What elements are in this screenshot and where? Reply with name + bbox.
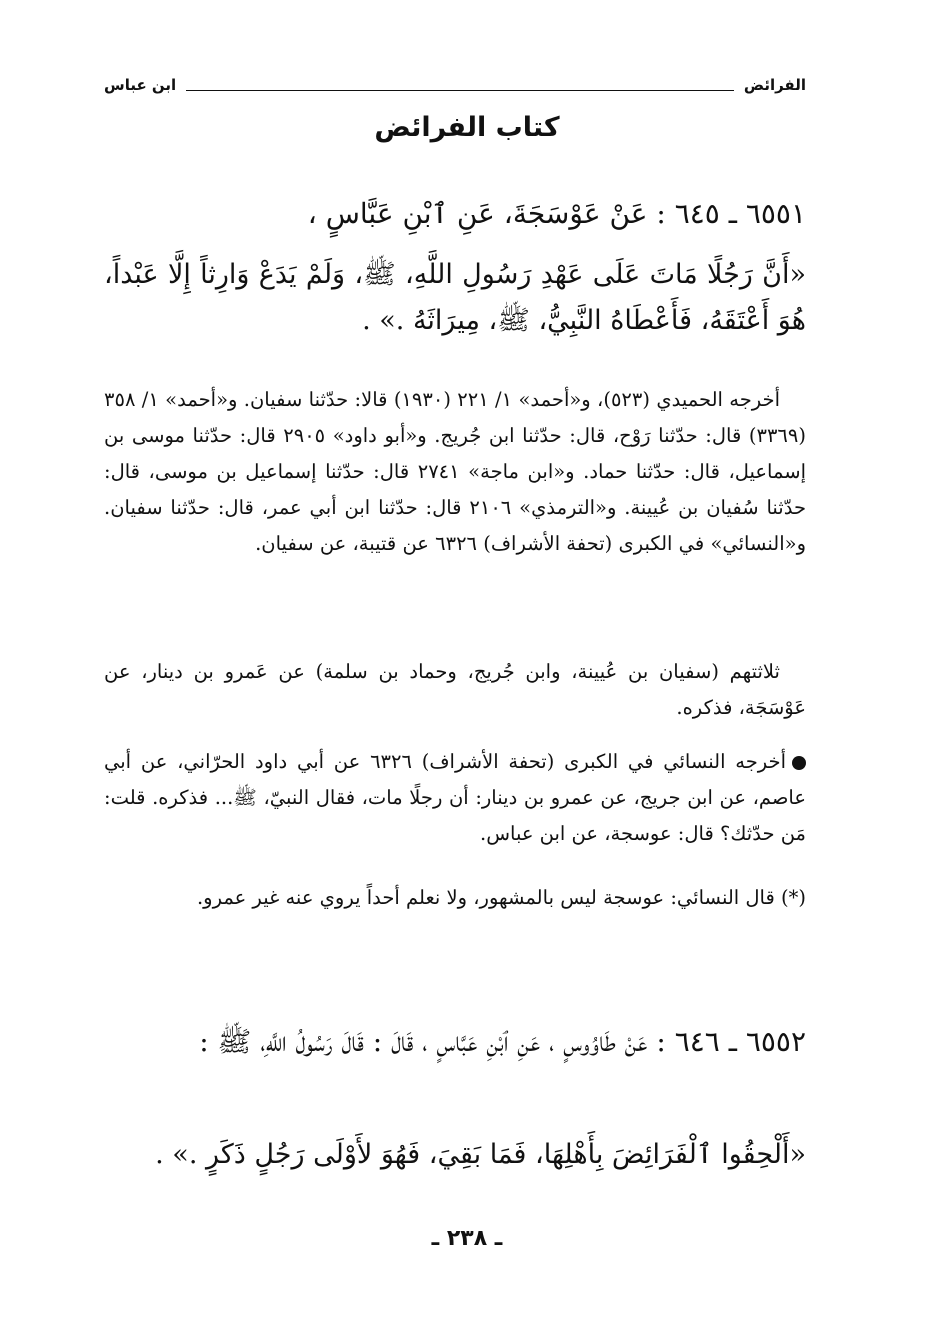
hadith-1-takhrij: أخرجه الحميدي (٥٢٣)، و«أحمد» ١/ ٢٢١ (١٩٣٠) قالا: حدّثنا سفيان. و«أحمد» ١/ ٣٥٨ (٣٣٦٩) قال: حدّثنا رَوْح، قال: حدّثنا ابن جُريج. و«أبو داود» ٢٩٠٥ قال: حدّثنا موسى بن إسماعيل، قال: حدّثنا حماد. و«ابن ماجة» ٢٧٤١ قال: حدّثنا إسماعيل بن موسى، قال: حدّثنا سُفيان بن عُيينة. و«الترمذي» ٢١٠٦ قال: حدّثنا ابن أبي عمر، قال: حدّثنا سفيان. و«النسائي» في الكبرى (تحفة الأشراف) ٦٣٢٦ عن قتيبة، عن سفيان. [104,388,806,555]
hadith-2-text: «أَلْحِقُوا ٱلْفَرَائِضَ بِأَهْلِهَا، فَمَا بَقِيَ، فَهُوَ لأَوْلَى رَجُلٍ ذَكَرٍ .» . [155,1139,806,1170]
bullet-note-text: أخرجه النسائي في الكبرى (تحفة الأشراف) ٦٣٢٦ عن أبي داود الحرّاني، عن أبي عاصم، عن ابن جريج، عن عمرو بن دينار: أن رجلًا مات، فقال النبيّ، ﷺ... فذكره. قلت: مَن حدّثك؟ قال: عوسجة، عن ابن عباس. [104,750,806,845]
hadith-2-heading: ٦٥٥٢ ـ ٦٤٦ : عَنْ طَاوُوسٍ ، عَنِ ٱبْنِ عَبَّاسٍ ، قَالَ : قَالَ رَسُولُ اللَّهِ، ﷺ : [199,1025,806,1058]
chapter-title: كتاب الفرائض [374,112,560,143]
page-number: ـ ٢٣٨ ـ [431,1226,503,1251]
bullet-icon [792,756,806,770]
hadith-1-nasai-comment: (*) قال النسائي: عوسجة ليس بالمشهور، ولا نعلم أحداً يروي عنه غير عمرو. [196,886,806,909]
header-chapter: الفرائض [743,76,806,94]
running-header [104,72,806,98]
hadith-1-heading: ٦٥٥١ ـ ٦٤٥ : عَنْ عَوْسَجَةَ، عَنِ ٱبْنِ عَبَّاسٍ ، [307,197,806,230]
header-rule [186,90,734,91]
header-narrator: ابن عباس [104,76,177,94]
hadith-1-bullet-note [104,744,806,852]
hadith-1-text: «أَنَّ رَجُلًا مَاتَ عَلَى عَهْدِ رَسُولِ اللَّهِ، ﷺ، وَلَمْ يَدَعْ وَارِثاً إِلَّا عَبْداً، هُوَ أَعْتَقَهُ، فَأَعْطَاهُ النَّبِيُّ، ﷺ، مِيرَاثَهُ .» . [104,259,806,336]
hadith-1-chain-summary: ثلاثتهم (سفيان بن عُيينة، وابن جُريج، وحماد بن سلمة) عن عَمرو بن دينار، عن عَوْسَجَة، فذكره. [104,660,806,719]
